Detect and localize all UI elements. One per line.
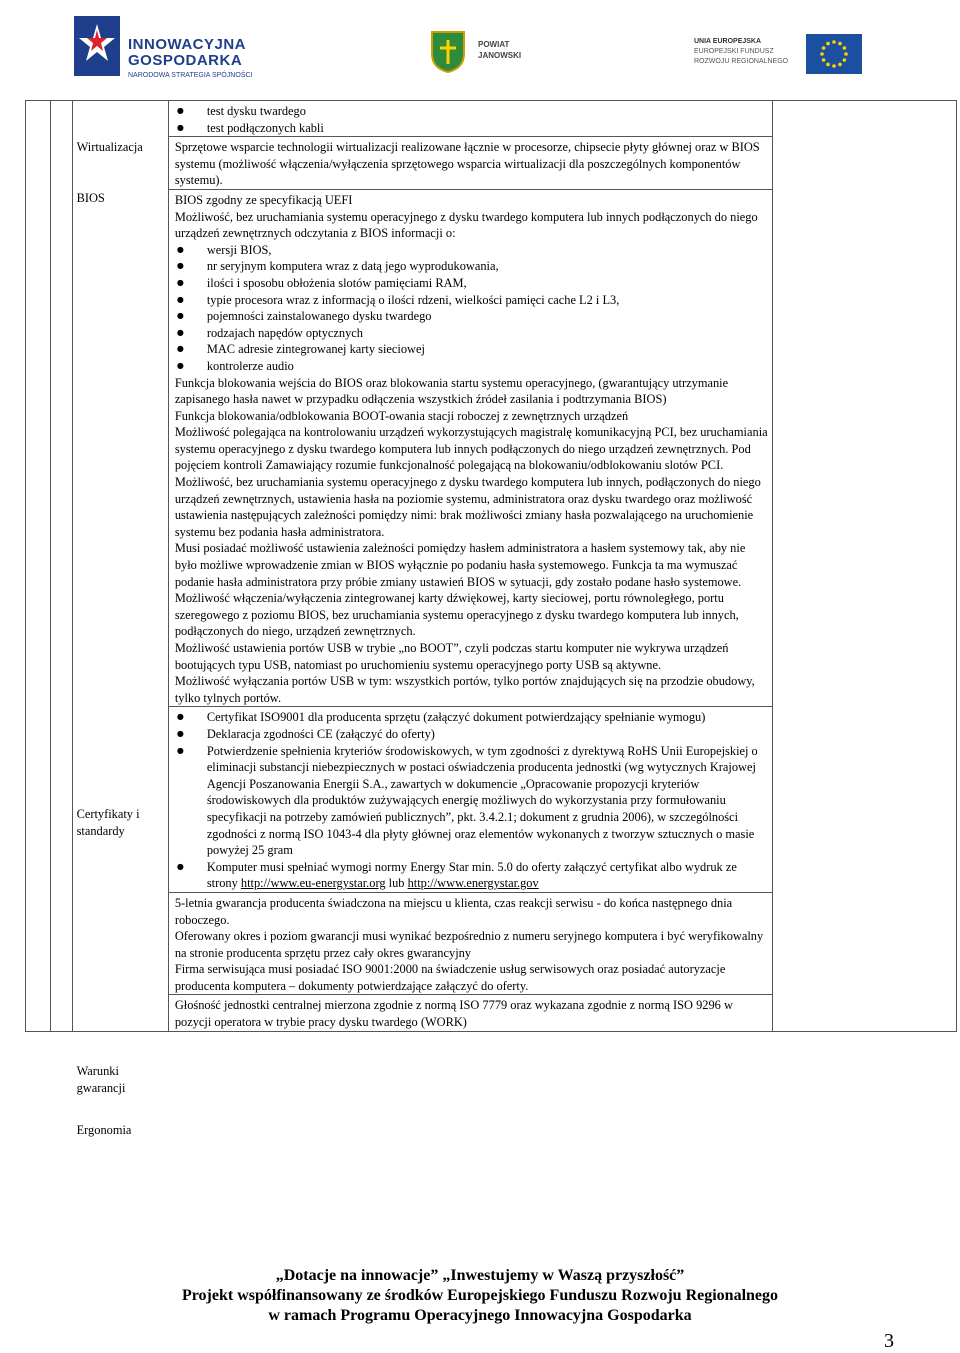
paragraph: Możliwość ustawienia portów USB w trybie „no BOOT”, czyli podczas startu komputer nie wykrywa urządzeń bootujących typu USB, natomiast po uruchomieniu systemu operacyjnego porty USB są aktywne. (174, 641, 729, 672)
list-item: ● rodzajach napędów optycznych (175, 325, 770, 342)
logo2-line1: POWIAT (478, 40, 510, 49)
blank-column-right (772, 101, 956, 1032)
paragraph: Możliwość włączenia/wyłączenia zintegrowanej karty dźwiękowej, karty sieciowej, portu równoległego, portu szeregowego z poziomu BIOS, bez uruchamiania systemu operacyjnego z dysku twardego komputera lub innych, podłączonych do niego, urządzeń zewnętrznych. (174, 591, 739, 639)
label-ergonomia: Ergonomia (76, 1122, 132, 1137)
list-item: ● wersji BIOS, (175, 242, 770, 259)
logo1-line1: INNOWACYJNA (128, 36, 247, 53)
label-warunki-gwarancji: Warunki gwarancji (76, 1064, 126, 1095)
list-item (175, 859, 770, 892)
paragraph: Możliwość, bez uruchamiania systemu operacyjnego z dysku twardego komputera lub innych podłączonych do niego urządzeń zewnętrznych odczytania z BIOS informacji o: (174, 209, 758, 241)
page-header (0, 0, 960, 96)
list-item: ● ilości i sposobu obłożenia slotów pamięciami RAM, (175, 275, 770, 292)
logo3-line3: ROZWOJU REGIONALNEGO (694, 58, 789, 65)
label-certyfikaty: Certyfikaty i standardy (76, 807, 140, 838)
shield-icon (430, 30, 466, 74)
logo1-line2: GOSPODARKA (128, 52, 243, 69)
powiat-janowski-logo (430, 30, 540, 80)
list-item: ● nr seryjnym komputera wraz z datą jego wyprodukowania, (175, 258, 770, 275)
content-cell-ergonomia (168, 995, 772, 1031)
eu-flag-icon (806, 34, 862, 74)
label-wirtualizacja: Wirtualizacja (76, 140, 143, 154)
bullet-list (175, 242, 770, 375)
list-item: ● Potwierdzenie spełnienia kryteriów środowiskowych, w tym zgodności z dyrektywą RoHS Unii Europejskiej o eliminacji substancji niebezpiecznych w postaci oświadczenia producenta jednostki (wg wytycznych Krajowej Agencji Poszanowania Energii S.A., zawartych w dokumencie „Opracowanie propozycji kryteriów środowiskowych dla produktów zużywających energię możliwych do wykorzystania przy formułowaniu specyfikacji na potrzeby zamówień publicznych”, pkt. 3.4.2.1; dokument z grudnia 2006), w szczególności zgodności z normą ISO 1043-4 dla płyty głównej oraz elementów wykonanych z tworzyw sztucznych o masie powyżej 25 gram (175, 743, 770, 859)
table-row (26, 101, 957, 137)
list-item: ● Deklaracja zgodności CE (załączyć do oferty) (175, 726, 770, 743)
logo1-line3: NARODOWA STRATEGIA SPÓJNOŚCI (128, 72, 253, 79)
content-cell-tests (168, 101, 772, 137)
list-item: ● test podłączonych kabli (175, 120, 770, 137)
paragraph: Funkcja blokowania wejścia do BIOS oraz blokowania startu systemu operacyjnego, (gwarantujący utrzymanie zapisanego hasła nawet w przypadku odłączenia wszystkich źródeł zasilania i podtrzymania BIOS) (174, 375, 729, 407)
energy-star-text: Komputer musi spełniać wymogi normy Energy Star min. 5.0 do oferty załączyć certyfikat albo wydruk ze strony (206, 859, 737, 891)
blank-column-2 (51, 101, 72, 1032)
row-labels (73, 101, 168, 1137)
content-cell-gwarancja (168, 892, 772, 995)
list-item: ● pojemności zainstalowanego dysku twardego (175, 308, 770, 325)
energy-star-mid: lub (385, 876, 408, 891)
bullet-list (175, 103, 770, 136)
logo2-line2: JANOWSKI (478, 51, 522, 60)
list-item: ● typie procesora wraz z informacją o ilości rdzeni, wielkości pamięci cache L2 i L3, (175, 292, 770, 309)
page-number: 3 (884, 1330, 894, 1352)
paragraph: Możliwość wyłączania portów USB w tym: wszystkich portów, tylko portów znajdujących się na przodzie obudowy, tylko tylnych portów. (174, 674, 755, 705)
list-item: ● test dysku twardego (175, 103, 770, 120)
footer-line3: w ramach Programu Operacyjnego Innowacyjna Gospodarka (268, 1307, 692, 1324)
paragraph: Oferowany okres i poziom gwarancji musi wynikać bezpośrednio z numeru seryjnego komputera i być weryfikowalny na stronie producenta sprzętu przez cały okres gwarancyjny (174, 929, 764, 960)
content-cell-wirtualizacja (168, 137, 772, 190)
energystar-gov-link[interactable]: http://www.energystar.gov (407, 876, 539, 891)
paragraph: Możliwość polegająca na kontrolowaniu urządzeń wykorzystujących magistralę komunikacyjną PCI, bez uruchamiania systemu operacyjnego z dysku twardego komputera lub innych podłączonych do niego urządzeń zewnętrznych. Pod pojęciem kontroli Zamawiający rozumie funkcjonalność polegającą na blokowaniu/odblokowaniu slotów PCI. (174, 425, 768, 473)
content-cell-bios (168, 189, 772, 706)
paragraph: Sprzętowe wsparcie technologii wirtualizacji realizowane łącznie w procesorze, chipsecie płyty głównej oraz w BIOS systemu (możliwość włączenia/wyłączenia sprzętowego wsparcia wirtualizacji dla poszczególnych komponentów systemu). (174, 140, 760, 188)
eu-energystar-link[interactable]: http://www.eu-energystar.org (240, 876, 386, 891)
content-cell-certyfikaty (168, 707, 772, 893)
specification-table (25, 100, 957, 1137)
logo3-line2: EUROPEJSKI FUNDUSZ (694, 48, 774, 55)
footer-line2: Projekt współfinansowany ze środków Europejskiego Funduszu Rozwoju Regionalnego (181, 1287, 779, 1304)
label-bios: BIOS (76, 190, 105, 205)
page-footer (0, 1266, 960, 1326)
label-column (72, 101, 168, 1137)
bullet-list (175, 709, 770, 892)
footer-line1: „Dotacje na innowacje” „Inwestujemy w Waszą przyszłość” (275, 1267, 685, 1284)
paragraph: Firma serwisująca musi posiadać ISO 9001:2000 na świadczenie usług serwisowych oraz posiadać autoryzacje producenta komputera – dokumenty potwierdzające załączyć do oferty. (174, 962, 726, 993)
eu-logo (694, 34, 869, 78)
innowacyjna-gospodarka-logo (74, 16, 274, 84)
paragraph: Możliwość, bez uruchamiania systemu operacyjnego z dysku twardego komputera lub innych, podłączonych do niego urządzeń zewnętrznych, ustawienia hasła na poziomie systemu, administratora oraz dysku twardego oraz możliwość ustawienia następujących zależności pomiędzy nimi: brak możliwości zmiany hasła pozwalającego na uruchomienie systemu bez podania hasła administratora. (174, 475, 761, 539)
list-item: ● kontrolerze audio (175, 358, 770, 375)
list-item: ● Certyfikat ISO9001 dla producenta sprzętu (załączyć dokument potwierdzający spełnianie wymogu) (175, 709, 770, 726)
logo3-line1: UNIA EUROPEJSKA (694, 38, 762, 45)
blank-column-1 (26, 101, 51, 1032)
list-item: ● MAC adresie zintegrowanej karty sieciowej (175, 341, 770, 358)
paragraph: Głośność jednostki centralnej mierzona zgodnie z normą ISO 7779 oraz wykazana zgodnie z normą ISO 9296 w pozycji operatora w trybie pracy dysku twardego (WORK) (174, 998, 733, 1030)
paragraph: Musi posiadać możliwość ustawienia zależności pomiędzy hasłem administratora a hasłem systemowy tak, aby nie było możliwe wprowadzenie zmian w BIOS wyłącznie po podaniu hasła systemowego. Funkcja ta ma wymuszać podanie hasła administratora przy próbie zmiany ustawień BIOS w sytuacji, gdy zostało podane hasło systemowe. (174, 541, 746, 589)
paragraph: Funkcja blokowania/odblokowania BOOT-owania stacji roboczej z zewnętrznych urządzeń (174, 408, 629, 423)
paragraph: BIOS zgodny ze specyfikacją UEFI (174, 192, 353, 207)
paragraph: 5-letnia gwarancja producenta świadczona na miejscu u klienta, czas reakcji serwisu - do końca następnego dnia roboczego. (174, 895, 733, 927)
star-logo-icon (74, 16, 120, 76)
